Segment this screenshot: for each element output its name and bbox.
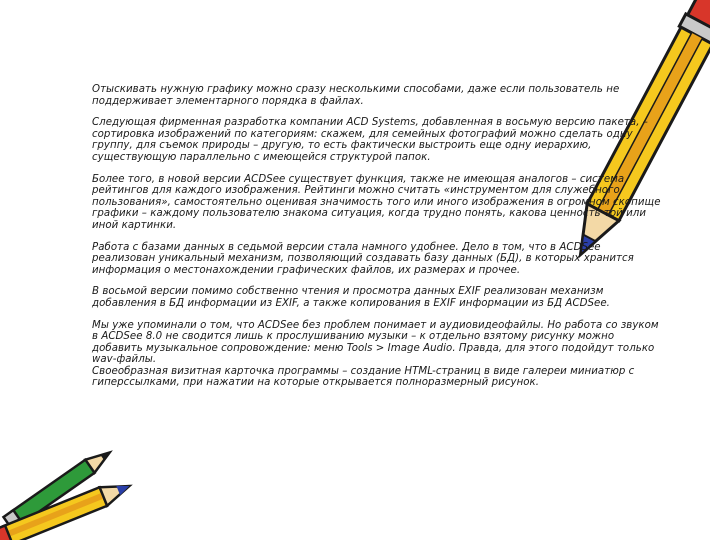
paragraph: Более того, в новой версии ACDSee существует функция, также не имеющая аналогов – система рейтингов для каждого изображения. Рейтинги можно считать «инструментом для служебного пользования», самостоятельно оценивая значимость того или иного изображения в огромном скопище графики – каждому пользователю знакома ситуация, когда трудно понять, какова ценность той или иной картинки. — [92, 173, 661, 231]
paragraph: Мы уже упоминали о том, что ACDSee без проблем понимает и аудиовидеофайлы. Но работа со звуком в ACDSee 8.0 не сводится лишь к прослушиванию музыки – к отдельно взятому рисунку можно добавить музыкальное сопровождение: меню Tools > Image Audio. Правда, для этого подойдут только wav-файлы. — [92, 319, 659, 366]
paragraph: Своеобразная визитная карточка программы – создание HTML-страниц в виде галереи миниатюр с гиперссылками, при нажатии на которые открывается полноразмерный рисунок. — [92, 365, 635, 389]
paragraph: В восьмой версии помимо собственно чтения и просмотра данных EXIF реализован механизм добавления в БД информации из EXIF, а также копирования в EXIF информации из БД ACDSee. — [92, 286, 610, 309]
paragraph: Отыскивать нужную графику можно сразу несколькими способами, даже если пользователь не поддерживает элементарного порядка в файлах. — [92, 84, 620, 107]
pencil-icon-bottom-left — [0, 440, 140, 540]
paragraph: Работа с базами данных в седьмой версии стала намного удобнее. Дело в том, что в ACDSee реализован уникальный механизм, позволяющий создавать базу данных (БД), в которых хранится информация о местонахождении графических файлов, их размерах и прочее. — [92, 241, 634, 276]
paragraph: Следующая фирменная разработка компании ACD Systems, добавленная в восьмую версию пакета, – сортировка изображений по категориям: скажем, для семейных фотографий можно сделать одну группу, для съемок природы – другую, то есть фактически выстроить еще одну иерархию, существующую параллельно с имеющейся структурой папок. — [92, 117, 648, 163]
text-content — [92, 84, 666, 399]
